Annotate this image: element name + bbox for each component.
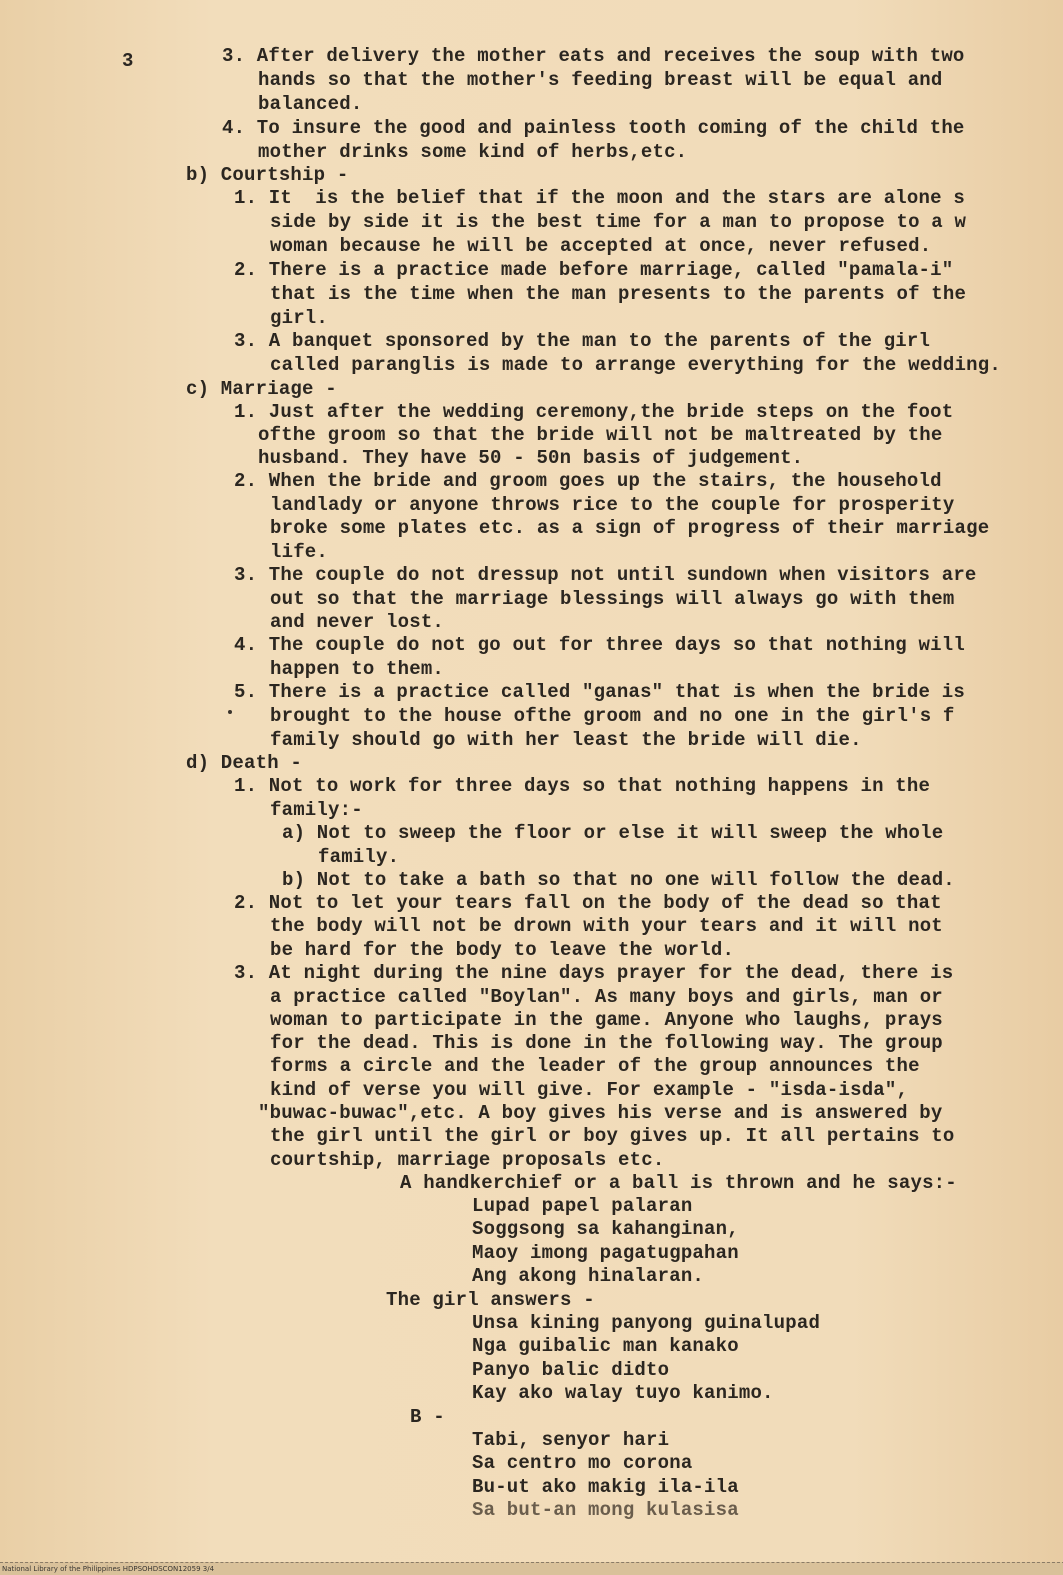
text-line: "buwac-buwac",etc. A boy gives his verse and is answered by <box>258 1102 943 1124</box>
verse-line: Soggsong sa kahanginan, <box>472 1218 739 1240</box>
text-line: 3. After delivery the mother eats and receives the soup with two <box>222 45 965 67</box>
text-line: 4. To insure the good and painless tooth coming of the child the <box>222 117 965 139</box>
text-line: 2. When the bride and groom goes up the stairs, the household <box>234 470 942 492</box>
section-heading: b) Courtship - <box>186 164 349 186</box>
text-line: woman because he will be accepted at once, never refused. <box>270 235 932 257</box>
text-line: 2. Not to let your tears fall on the body of the dead so that <box>234 892 942 914</box>
verse-line: Lupad papel palaran <box>472 1195 693 1217</box>
text-line: 1. Just after the wedding ceremony,the bride steps on the foot <box>234 401 954 423</box>
text-line: the girl until the girl or boy gives up. It all pertains to <box>270 1125 955 1147</box>
text-line: the body will not be drown with your tears and it will not <box>270 915 943 937</box>
verse-line: Panyo balic didto <box>472 1359 670 1381</box>
text-line: b) Not to take a bath so that no one will follow the dead. <box>282 869 955 891</box>
text-line: happen to them. <box>270 658 445 680</box>
text-line: a) Not to sweep the floor or else it will sweep the whole <box>282 822 944 844</box>
text-line: girl. <box>270 307 329 329</box>
page-number: 3 <box>122 50 134 72</box>
text-line: woman to participate in the game. Anyone who laughs, prays <box>270 1009 943 1031</box>
verse-line: Bu-ut ako makig ila-ila <box>472 1476 739 1498</box>
stray-mark <box>228 710 232 714</box>
text-line: family should go with her least the bride will die. <box>270 729 862 751</box>
text-line: and never lost. <box>270 611 445 633</box>
section-heading: c) Marriage - <box>186 378 337 400</box>
text-line: out so that the marriage blessings will always go with them <box>270 588 955 610</box>
text-line: family:- <box>270 799 363 821</box>
text-line: family. <box>318 846 400 868</box>
section-label: B - <box>410 1406 445 1428</box>
section-heading: d) Death - <box>186 752 303 774</box>
text-line: kind of verse you will give. For example - "isda-isda", <box>270 1079 909 1101</box>
text-line: balanced. <box>258 93 363 115</box>
verse-line: Maoy imong pagatugpahan <box>472 1242 739 1264</box>
text-line: A handkerchief or a ball is thrown and he says:- <box>400 1172 957 1194</box>
text-line: forms a circle and the leader of the group announces the <box>270 1055 920 1077</box>
verse-line: Tabi, senyor hari <box>472 1429 670 1451</box>
text-line: landlady or anyone throws rice to the couple for prosperity <box>270 494 955 516</box>
text-line: brought to the house ofthe groom and no one in the girl's f <box>270 705 955 727</box>
text-line: 3. A banquet sponsored by the man to the parents of the girl <box>234 330 931 352</box>
text-line: hands so that the mother's feeding breast will be equal and <box>258 69 943 91</box>
text-line: 3. The couple do not dressup not until sundown when visitors are <box>234 564 977 586</box>
verse-line: Ang akong hinalaran. <box>472 1265 705 1287</box>
verse-line: Sa centro mo corona <box>472 1452 693 1474</box>
text-line: life. <box>270 541 329 563</box>
text-line: a practice called "Boylan". As many boys and girls, man or <box>270 986 943 1008</box>
text-line: be hard for the body to leave the world. <box>270 939 735 961</box>
text-line: 2. There is a practice made before marriage, called "pamala-i" <box>234 259 954 281</box>
text-line: 1. It is the belief that if the moon and the stars are alone s <box>234 187 965 209</box>
text-line: The girl answers - <box>386 1289 595 1311</box>
verse-line: Sa but-an mong kulasisa <box>472 1499 739 1521</box>
text-line: 5. There is a practice called "ganas" that is when the bride is <box>234 681 965 703</box>
verse-line: Nga guibalic man kanako <box>472 1335 739 1357</box>
verse-line: Kay ako walay tuyo kanimo. <box>472 1382 774 1404</box>
text-line: 4. The couple do not go out for three days so that nothing will <box>234 634 965 656</box>
text-line: broke some plates etc. as a sign of progress of their marriage <box>270 517 990 539</box>
text-line: for the dead. This is done in the following way. The group <box>270 1032 943 1054</box>
verse-line: Unsa kining panyong guinalupad <box>472 1312 821 1334</box>
text-line: mother drinks some kind of herbs,etc. <box>258 141 688 163</box>
text-line: courtship, marriage proposals etc. <box>270 1149 665 1171</box>
text-line: ofthe groom so that the bride will not be maltreated by the <box>258 424 943 446</box>
text-line: that is the time when the man presents to the parents of the <box>270 283 967 305</box>
text-line: side by side it is the best time for a man to propose to a w <box>270 211 967 233</box>
text-line: 3. At night during the nine days prayer for the dead, there is <box>234 962 954 984</box>
scan-footer: National Library of the Philippines HDPSOHDSCON12059 3/4 <box>0 1562 1063 1575</box>
text-line: called paranglis is made to arrange everything for the wedding. <box>270 354 1001 376</box>
text-line: husband. They have 50 - 50n basis of judgement. <box>258 447 804 469</box>
text-line: 1. Not to work for three days so that nothing happens in the <box>234 775 931 797</box>
